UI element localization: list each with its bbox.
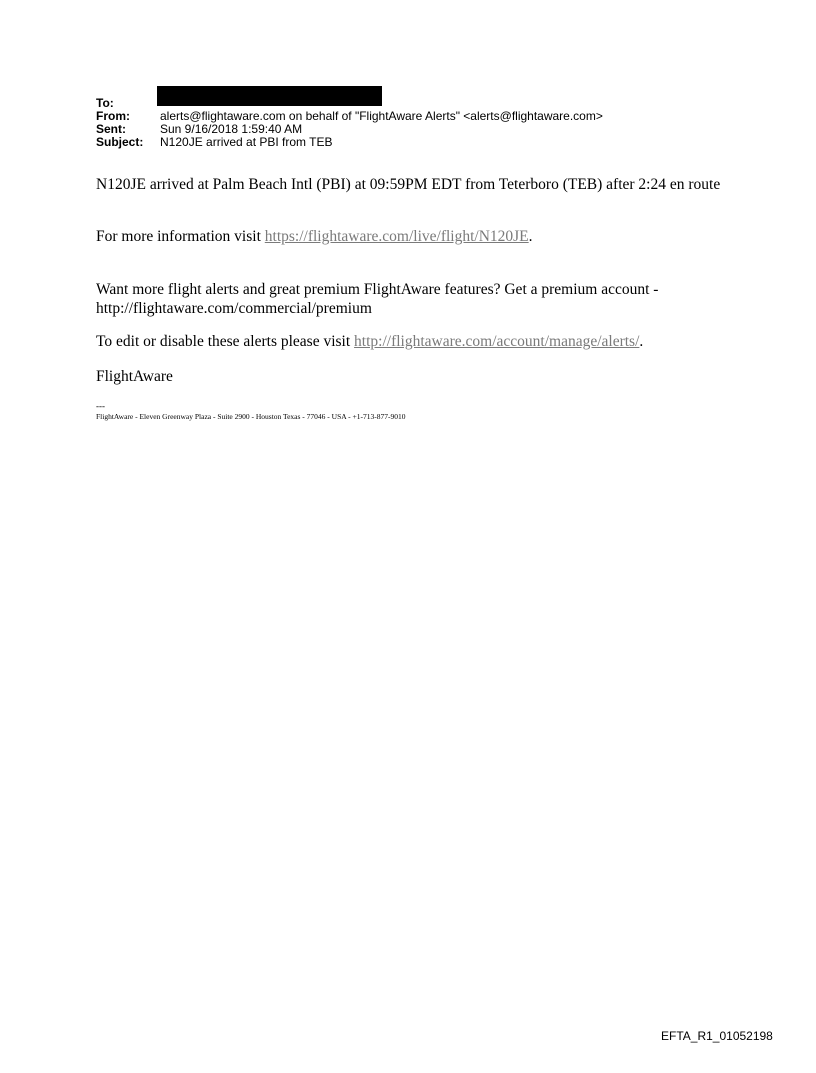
from-label: From: <box>96 109 130 123</box>
footer-separator: --- <box>96 401 105 411</box>
sent-value: Sun 9/16/2018 1:59:40 AM <box>160 122 303 136</box>
subject-row <box>96 136 603 149</box>
arrival-paragraph: N120JE arrived at Palm Beach Intl (PBI) at 09:59PM EDT from Teterboro (TEB) after 2:24 en route <box>96 176 721 193</box>
more-info-paragraph <box>96 227 736 246</box>
edit-suffix: . <box>639 333 644 350</box>
to-label: To: <box>96 96 114 110</box>
manage-alerts-link[interactable]: http://flightaware.com/account/manage/alerts/ <box>354 333 640 350</box>
email-header <box>96 97 603 149</box>
subject-value: N120JE arrived at PBI from TEB <box>160 135 333 149</box>
from-value: alerts@flightaware.com on behalf of "FlightAware Alerts" <alerts@flightaware.com> <box>160 109 603 123</box>
more-info-prefix: For more information visit <box>96 228 265 245</box>
subject-label: Subject: <box>96 135 144 149</box>
document-id: EFTA_R1_01052198 <box>661 1029 773 1043</box>
more-info-suffix: . <box>528 228 533 245</box>
sent-label: Sent: <box>96 122 126 136</box>
edit-prefix: To edit or disable these alerts please visit <box>96 333 355 350</box>
edit-alerts-paragraph <box>96 332 736 351</box>
flight-tracking-link[interactable]: https://flightaware.com/live/flight/N120JE <box>264 228 529 245</box>
signature: FlightAware <box>96 368 173 385</box>
footer-address: FlightAware - Eleven Greenway Plaza - Suite 2900 - Houston Texas - 77046 - USA - +1-713-877-9010 <box>96 412 406 421</box>
premium-paragraph: Want more flight alerts and great premium FlightAware features? Get a premium account - http://flightaware.com/commercial/premium <box>96 281 659 317</box>
